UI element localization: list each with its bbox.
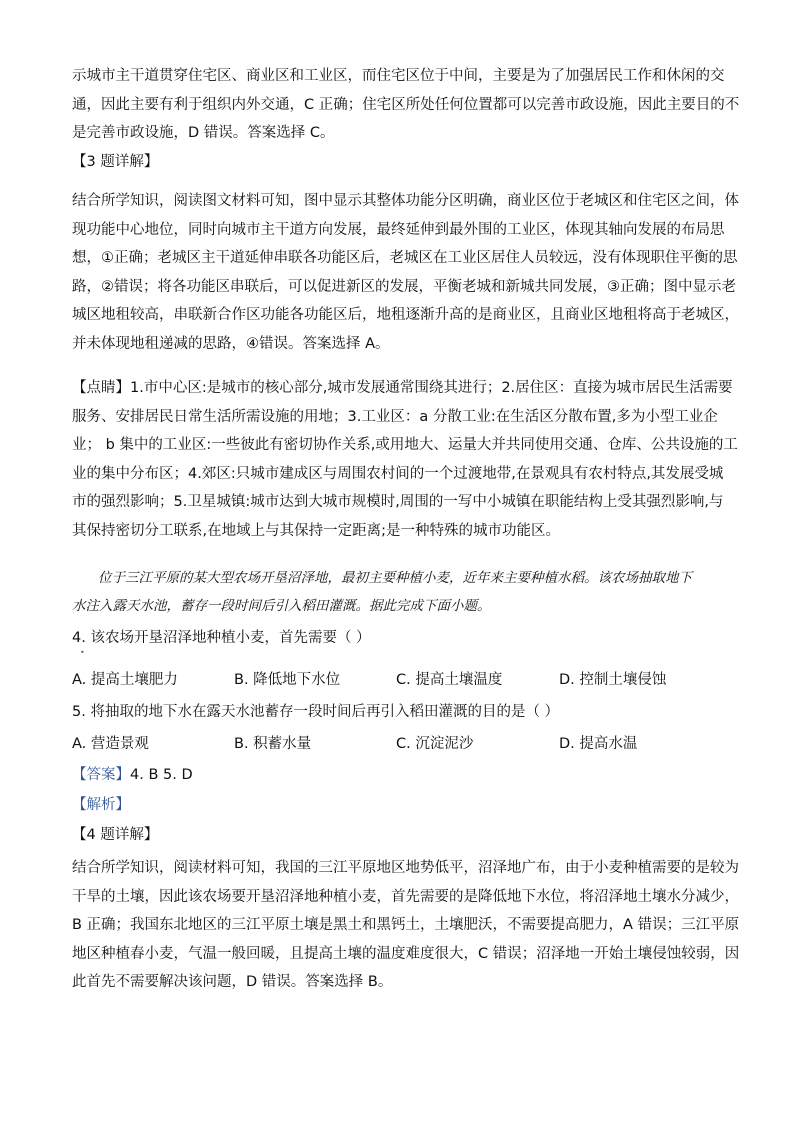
text-line: 通，因此主要有利于组织内外交通，C 正确；住宅区所处任何位置都可以完善市政设施，因此主要目的不 <box>72 96 740 113</box>
q4-option-b: B. 降低地下水位 <box>234 672 341 688</box>
text-line: 并未体现地租递减的思路，④错误。答案选择 A。 <box>72 335 390 352</box>
q5-stem: 5. 将抽取的地下水在露天水池蓄存一段时间后再引入稻田灌溉的目的是（ ） <box>72 704 560 720</box>
text-line: 结合所学知识，阅读材料可知，我国的三江平原地区地势低平，沼泽地广布，由于小麦种植需要的是较为 <box>72 860 739 876</box>
top-paragraph <box>72 62 740 148</box>
q5-options <box>72 732 722 760</box>
analysis-label: 【解析】 <box>72 797 130 813</box>
tip-label: 【点睛】 <box>72 380 130 396</box>
tip-paragraph <box>72 374 738 545</box>
q4-options <box>72 668 722 696</box>
text-line: 地区种植春小麦，气温一般回暖，且提高土壤的温度难度很大，C 错误；沼泽地一开始土壤侵蚀较弱，因 <box>72 945 740 962</box>
text-line: 城区地租较高，串联新合作区功能各功能区后，地租逐渐升高的是商业区，且商业区地租将高于老城区， <box>72 307 739 323</box>
text-line: 路，②错误；将各功能区串联后，可以促进新区的发展，平衡老城和新城共同发展，③正确；图中显示老 <box>72 278 736 295</box>
answer-line <box>72 763 193 784</box>
q4-option-a: A. 提高土壤肥力 <box>72 672 178 688</box>
text-line: 业； b 集中的工业区:一些彼此有密切协作关系,或用地大、运量大并共同使用交通、仓库、公共设施的工 <box>72 437 738 453</box>
q3-heading: 【3 题详解】 <box>72 154 159 170</box>
stray-dot: • <box>80 648 85 657</box>
q4-option-d: D. 控制土壤侵蚀 <box>559 672 667 688</box>
answer-text: 4. B 5. D <box>130 767 193 783</box>
q5-option-b: B. 积蓄水量 <box>234 736 312 752</box>
text-line: 其保持密切分工联系,在地域上与其保持一定距离;是一种特殊的城市功能区。 <box>72 522 560 539</box>
text-line: 是完善市政设施，D 错误。答案选择 C。 <box>72 125 335 141</box>
text-line: 结合所学知识，阅读图文材料可知，图中显示其整体功能分区明确，商业区位于老城区和住宅区之间，体 <box>72 193 739 209</box>
tip-first-line <box>72 374 733 403</box>
text-line: 1.市中心区:是城市的核心部分,城市发展通常围绕其进行；2.居住区：直接为城市居民生活需要 <box>130 380 733 396</box>
q3-body <box>72 187 739 358</box>
text-line: 干旱的土壤，因此该农场要开垦沼泽地种植小麦，首先需要的是降低地下水位，将沼泽地土壤水分减少， <box>72 888 739 905</box>
text-line: 位于三江平原的某大型农场开垦沼泽地，最初主要种植小麦，近年来主要种植水稻。该农场抽取地下 <box>98 570 692 586</box>
text-line: 示城市主干道贯穿住宅区、商业区和工业区，而住宅区位于中间，主要是为了加强居民工作和休闲的交 <box>72 68 725 84</box>
q5-option-a: A. 营造景观 <box>72 736 149 752</box>
text-line: 市的强烈影响；5.卫星城镇:城市达到大城市规模时,周围的一写中小城镇在职能结构上受其强烈影响,与 <box>72 494 724 510</box>
q4-stem: 4. 该农场开垦沼泽地种植小麦，首先需要（ ） <box>72 630 371 646</box>
text-line: B 正确；我国东北地区的三江平原土壤是黑土和黑钙土，土壤肥沃，不需要提高肥力，A 错误；三江平原 <box>72 917 740 933</box>
answer-label: 【答案】 <box>72 767 130 783</box>
text-line: 此首先不需要解决该问题，D 错误。答案选择 B。 <box>72 974 393 990</box>
material-intro <box>72 564 722 620</box>
q4-option-c: C. 提高土壤温度 <box>396 672 503 688</box>
q4-body <box>72 854 740 997</box>
q4-heading: 【4 题详解】 <box>72 827 159 843</box>
text-line: 水注入露天水池，蓄存一段时间后引入稻田灌溉。据此完成下面小题。 <box>72 598 491 614</box>
text-line: 服务、安排居民日常生活所需设施的用地；3.工业区：a 分散工业:在生活区分散布置,多为小型工业企 <box>72 408 718 425</box>
text-line: 现功能中心地位，同时向城市主干道方向发展，最终延伸到最外围的工业区，体现其轴向发展的布局思 <box>72 221 725 238</box>
text-line: 业的集中分布区；4.郊区:只城市建成区与周围农村间的一个过渡地带,在景观具有农村特点,其发展受城 <box>72 465 724 482</box>
text-line: 想，①正确；老城区主干道延伸串联各功能区后，老城区在工业区居住人员较远，没有体现职住平衡的思 <box>72 250 738 266</box>
q5-option-c: C. 沉淀泥沙 <box>396 736 474 752</box>
q5-option-d: D. 提高水温 <box>559 736 638 752</box>
